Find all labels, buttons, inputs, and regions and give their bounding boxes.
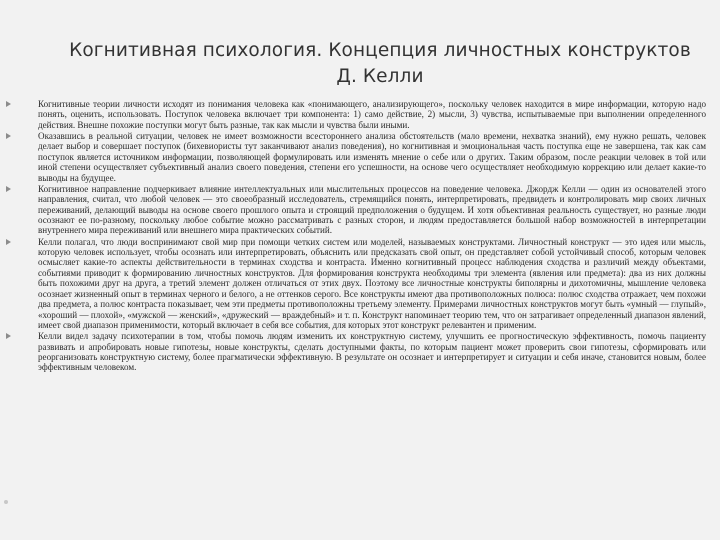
slide-content (6, 99, 706, 373)
bullet-text: Когнитивные теории личности исходят из понимания человека как «понимающего, анализирующего», поскольку человек находится в мире информации, которую надо понять, оценить, использовать. Поступок человека включает три компонента: 1) само действие, 2) мысли, 3) чувства, испытываемые при выполнении определенного действия. Внешне похожие поступки могут быть разные, так как мысли и чувства были иными. (38, 99, 706, 130)
bullet-item (6, 131, 706, 183)
bullet-icon (6, 133, 11, 139)
title-line-1: Когнитивная психология. Концепция личностных конструктов (69, 40, 691, 61)
bullet-item (6, 237, 706, 331)
bullet-item (6, 331, 706, 373)
bullet-item (6, 99, 706, 130)
bullet-text: Келли видел задачу психотерапии в том, чтобы помочь людям изменить их конструктную систему, улучшить ее прогностическую эффективность, помочь пациенту развивать и апробировать новые гипотезы, новые конструкты, сделать доступными факты, по которым пациент может проверить свои гипотезы, сформировать или реорганизовать конструктную систему, более прагматически эффективную. В результате он осознает и интерпретирует и ситуации и себя иначе, становится новым, более эффективным человеком. (38, 331, 706, 373)
bullet-icon-empty (4, 500, 8, 504)
bullet-text: Оказавшись в реальной ситуации, человек не имеет возможности всестороннего анализа обстоятельств (мало времени, нехватка знаний), ему нужно решать, человек делает выбор и совершает поступок (бихевиористы тут заканчивают анализ поведения), но когнитивная и эмоциональная часть поступка еще не завершена, так как сам поступок является источником информации, позволяющей формулировать или изменять мнение о себе или о других. Таким образом, после реакции человек в той или иной степени осуществляет субъективный анализ своего поведения, степени его успешности, на основе чего осуществляет необходимую коррекцию или делает какие-то выводы на будущее. (38, 131, 706, 183)
title-line-2: Д. Келли (336, 66, 424, 87)
bullet-item (6, 184, 706, 236)
bullet-text: Когнитивное направление подчеркивает влияние интеллектуальных или мыслительных процессов на поведение человека. Джордж Келли — один из основателей этого направления, считал, что любой человек — это своеобразный исследователь, стремящийся понять, интерпретировать, предвидеть и контролировать мир своих личных переживаний, делающий выводы на основе своего прошлого опыта и строящий предположения о будущем. И хотя объективная реальность существует, но разные люди осознают ее по-разному, поскольку любое событие можно рассматривать с разных сторон, и людям предоставляется большой набор возможностей в интерпретации внутреннего мира переживаний или внешнего мира практических событий. (38, 183, 706, 236)
bullet-text: Келли полагал, что люди воспринимают свой мир при помощи четких систем или моделей, называемых конструктами. Личностный конструкт — это идея или мысль, которую человек использует, чтобы осознать или интерпретировать, объяснить или предсказать свой опыт, он представляет собой устойчивый способ, которым человек осмысляет какие-то аспекты действительности в терминах сходства и контраста. Именно когнитивный процесс наблюдения сходства и различий между объектами, событиями приводит к формированию личностных конструктов. Для формирования конструкта необходимы три элемента (явления или предмета): два из них должны быть похожими друг на друга, а третий элемент должен отличаться от этих двух. Поэтому все личностные конструкты биполярны и дихотомичны, мышление человека осознает жизненный опыт в терминах черного и белого, а не оттенков серого. Все конструкты имеют два противоположных полюса: полюс сходства отражает, чем похожи два предмета, а полюс контраста показывает, чем эти предметы противоположны третьему элементу. Примерами личностных конструктов могут быть «умный — глупый», «хороший — плохой», «мужской — женский», «дружеский — враждебный» и т. п. Конструкт напоминает теорию тем, что он затрагивает определенный диапазон явлений, имеет свой диапазон применимости, который включает в себя все события, для которых этот конструкт релевантен и применим. (38, 236, 706, 330)
bullet-icon (6, 333, 11, 339)
bullet-icon (6, 239, 11, 245)
bullet-icon (6, 186, 11, 192)
slide-title (40, 38, 720, 90)
bullet-icon (6, 101, 11, 107)
